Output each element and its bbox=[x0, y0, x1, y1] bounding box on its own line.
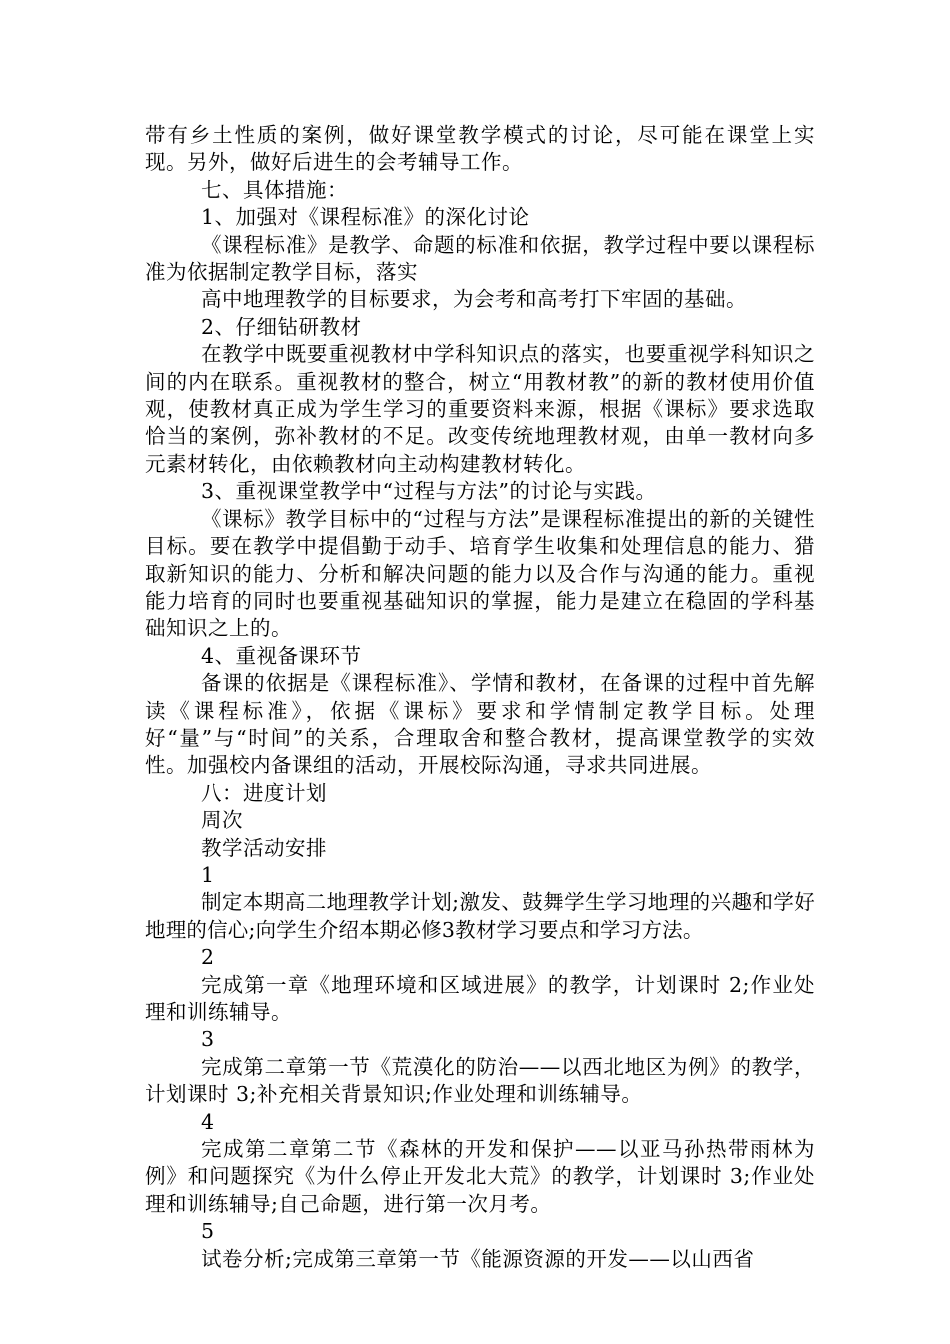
document-page bbox=[145, 122, 815, 1273]
week-number: 1 bbox=[201, 862, 215, 887]
week-number: 3 bbox=[201, 1027, 215, 1052]
measure-2-body: 在教学中既要重视教材中学科知识点的落实，也要重视学科知识之间的内在联系。重视教材的整合，树立“用教材教”的新的教材使用价值观，使教材真正成为学生学习的重要资料来源，根据《课标》要求选取恰当的案例，弥补教材的不足。改变传统地理教材观，由单一教材向多元素材转化，由依赖教材向主动构建教材转化。 bbox=[145, 342, 815, 476]
week-activity: 制定本期高二地理教学计划;激发、鼓舞学生学习地理的兴趣和学好地理的信心;向学生介绍本期必修3教材学习要点和学习方法。 bbox=[145, 890, 815, 942]
week-number: 5 bbox=[201, 1219, 215, 1244]
column-header-week: 周次 bbox=[201, 808, 243, 833]
measure-3-heading: 3、重视课堂教学中“过程与方法”的讨论与实践。 bbox=[201, 479, 657, 504]
measure-1-body-continued: 高中地理教学的目标要求，为会考和高考打下牢固的基础。 bbox=[201, 287, 747, 312]
heading-progress-plan: 八：进度计划 bbox=[201, 780, 327, 805]
measure-3-body: 《课标》教学目标中的“过程与方法”是课程标准提出的新的关键性目标。要在教学中提倡勤于动手、培育学生收集和处理信息的能力、猎取新知识的能力、分析和解决问题的能力以及合作与沟通的能力。重视能力培育的同时也要重视基础知识的掌握，能力是建立在稳固的学科基础知识之上的。 bbox=[145, 506, 815, 641]
measure-1-heading: 1、加强对《课程标准》的深化讨论 bbox=[201, 205, 530, 230]
measure-2-heading: 2、仔细钻研教材 bbox=[201, 314, 362, 339]
heading-specific-measures: 七、具体措施： bbox=[201, 177, 348, 202]
paragraph-case-study-continuation: 带有乡土性质的案例，做好课堂教学模式的讨论，尽可能在课堂上实现。另外，做好后进生的会考辅导工作。 bbox=[145, 123, 815, 175]
week-number: 4 bbox=[201, 1109, 215, 1134]
measure-1-body: 《课程标准》是教学、命题的标准和依据，教学过程中要以课程标准为依据制定教学目标，落实 bbox=[145, 232, 815, 285]
measure-4-body: 备课的依据是《课程标准》、学情和教材，在备课的过程中首先解读《课程标准》，依据《课标》要求和学情制定教学目标。处理好“量”与“时间”的关系，合理取舍和整合教材，提高课堂教学的实效性。加强校内备课组的活动，开展校际沟通，寻求共同进展。 bbox=[145, 671, 815, 778]
week-activity: 完成第一章《地理环境和区域进展》的教学，计划课时 2;作业处理和训练辅导。 bbox=[145, 972, 815, 1024]
week-activity: 试卷分析;完成第三章第一节《能源资源的开发——以山西省 bbox=[201, 1246, 755, 1271]
week-activity: 完成第二章第二节《森林的开发和保护——以亚马孙热带雨林为例》和问题探究《为什么停止开发北大荒》的教学，计划课时 3;作业处理和训练辅导;自己命题，进行第一次月考。 bbox=[145, 1137, 815, 1216]
week-number: 2 bbox=[201, 945, 215, 970]
column-header-activities: 教学活动安排 bbox=[201, 835, 327, 860]
week-activity: 完成第二章第一节《荒漠化的防治——以西北地区为例》的教学，计划课时 3;补充相关背景知识;作业处理和训练辅导。 bbox=[145, 1054, 815, 1107]
measure-4-heading: 4、重视备课环节 bbox=[201, 643, 362, 668]
